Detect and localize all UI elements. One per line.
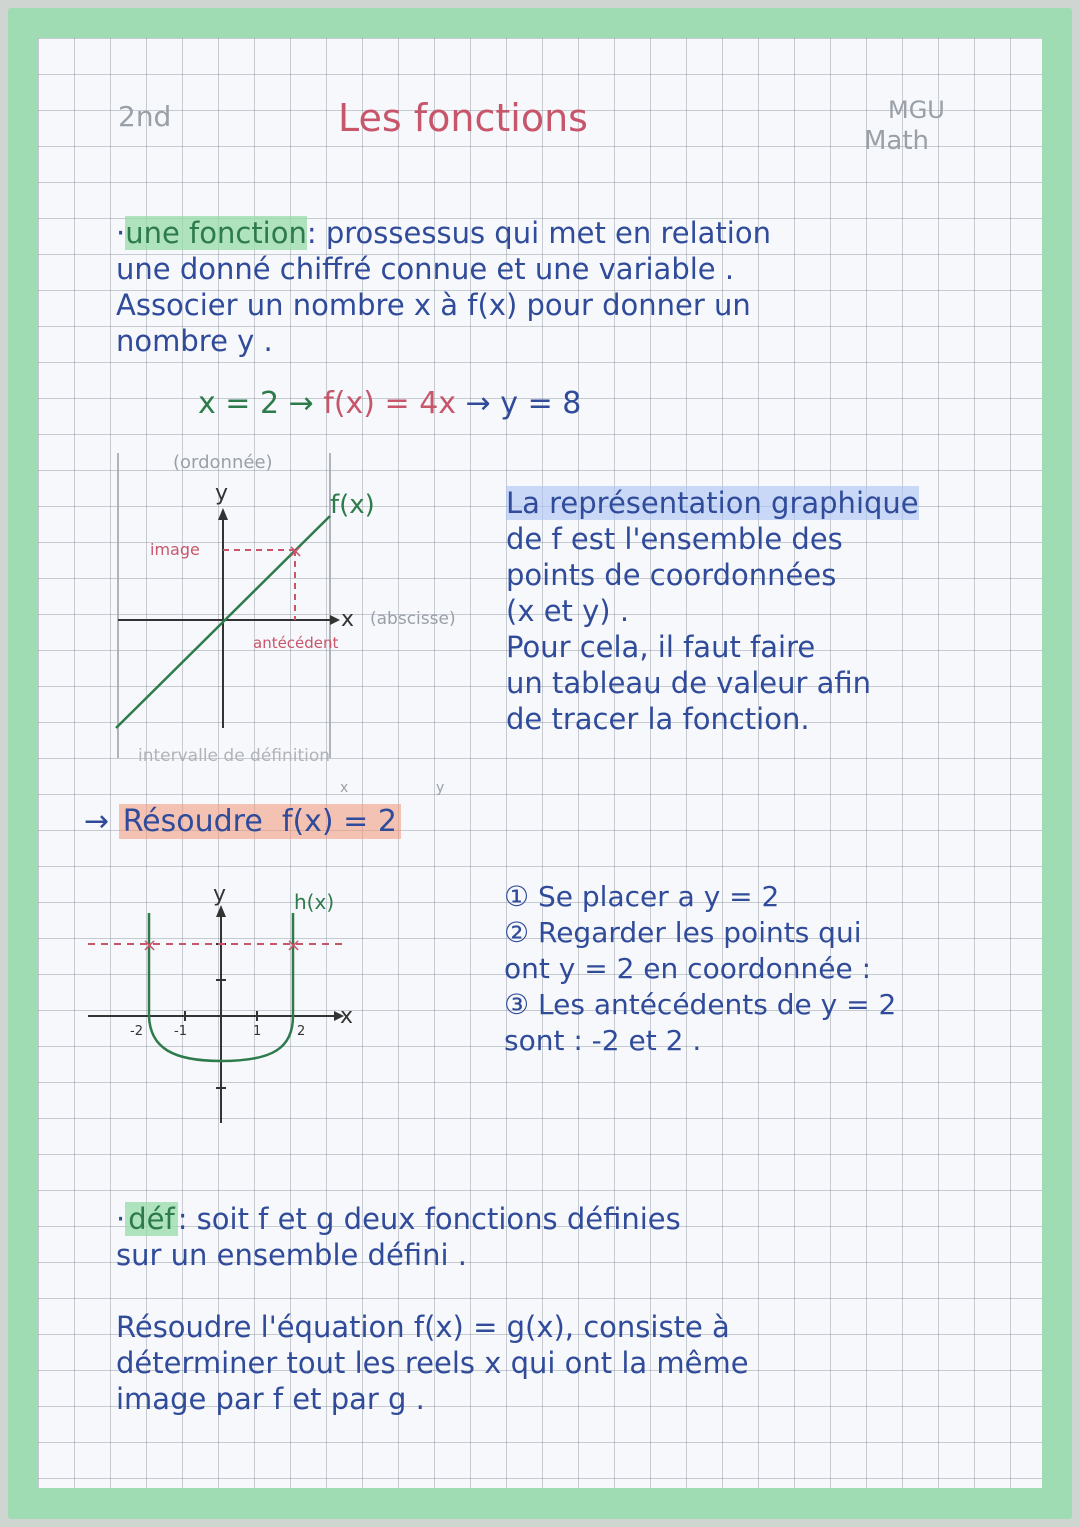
steps-line-2: ② Regarder les points qui <box>504 916 862 949</box>
y-annotation: y <box>436 780 445 796</box>
representation-line-3: points de coordonnées <box>506 558 837 592</box>
conclusion-line-3: image par f et par g . <box>116 1382 425 1416</box>
tick-label-1: 1 <box>253 1024 262 1039</box>
x-axis-arrow <box>330 615 340 625</box>
solve-arrow: → <box>84 804 110 839</box>
def2-line-2: sur un ensemble défini . <box>116 1238 467 1272</box>
representation-line-1 <box>506 486 919 520</box>
antecedent-label: antécédent <box>253 634 339 652</box>
definition-line-1-rest: : prossessus qui met en relation <box>306 216 771 250</box>
solve-highlight <box>119 804 401 839</box>
def2-bullet: · <box>116 1202 126 1236</box>
intersection-left: × <box>142 935 158 956</box>
definition-line-3: Associer un nombre x à f(x) pour donner un <box>116 288 751 322</box>
steps-line-5: sont : -2 et 2 . <box>504 1024 702 1057</box>
graph1-y-label: y <box>215 481 229 506</box>
subject-line-1: MGU <box>888 96 945 124</box>
steps-line-1: ① Se placer a y = 2 <box>504 880 780 913</box>
graph1-curve-label: f(x) <box>330 490 375 520</box>
example-part-2: f(x) = 4x <box>323 386 457 421</box>
example-part-3: → y = 8 <box>465 386 582 421</box>
solve-equation: f(x) = 2 <box>281 804 397 839</box>
graph2-y-label: y <box>213 882 227 907</box>
linear-function-graph <box>98 438 518 768</box>
intersection-right: × <box>286 935 302 956</box>
page-title: Les fonctions <box>338 96 588 140</box>
representation-line-2: de f est l'ensemble des <box>506 522 843 556</box>
y-axis-arrow <box>218 508 228 520</box>
def2-line-1-rest: : soit f et g deux fonctions définies <box>177 1202 681 1236</box>
steps-line-4: ③ Les antécédents de y = 2 <box>504 988 897 1021</box>
x-annotation: x <box>340 780 349 796</box>
solve-label: Résoudre <box>122 804 263 839</box>
conclusion-line-1: Résoudre l'équation f(x) = g(x), consiste à <box>116 1310 730 1344</box>
representation-line-7: de tracer la fonction. <box>506 702 810 736</box>
point-marker: × <box>288 541 304 562</box>
definition-line-2: une donné chiffré connue et une variable . <box>116 252 735 286</box>
def2-line-1 <box>116 1202 681 1236</box>
tick-label-minus-2: -2 <box>130 1024 143 1039</box>
definition-term: une fonction <box>125 216 307 250</box>
graph1-x-label: x <box>341 607 355 632</box>
conclusion-line-2: déterminer tout les reels x qui ont la même <box>116 1346 749 1380</box>
bullet: · <box>116 216 126 250</box>
definition-line-4: nombre y . <box>116 324 273 358</box>
solve-heading <box>84 804 401 839</box>
graph2-x-label: x <box>340 1004 354 1029</box>
ordinate-label: (ordonnée) <box>173 452 273 473</box>
steps-line-3: ont y = 2 en coordonnée : <box>504 952 872 985</box>
representation-highlight: La représentation graphique <box>506 486 919 520</box>
abscissa-label: (abscisse) <box>370 609 456 629</box>
graph2-curve-label: h(x) <box>294 890 335 914</box>
class-label: 2nd <box>118 100 172 133</box>
interval-label: intervalle de définition <box>138 746 331 766</box>
parabola-graph <box>78 873 378 1133</box>
image-label: image <box>150 540 200 559</box>
example-part-1: x = 2 → <box>198 386 314 421</box>
representation-line-5: Pour cela, il faut faire <box>506 630 816 664</box>
subject-line-2: Math <box>864 126 930 156</box>
example-line <box>198 386 581 421</box>
tick-label-minus-1: -1 <box>174 1024 187 1039</box>
representation-line-6: un tableau de valeur afin <box>506 666 872 700</box>
tick-label-2: 2 <box>297 1024 306 1039</box>
definition-line-1 <box>116 216 771 250</box>
grid-paper <box>38 38 1042 1488</box>
representation-line-4: (x et y) . <box>506 594 630 628</box>
notebook-sheet <box>8 8 1072 1519</box>
def2-term: déf <box>125 1202 177 1236</box>
